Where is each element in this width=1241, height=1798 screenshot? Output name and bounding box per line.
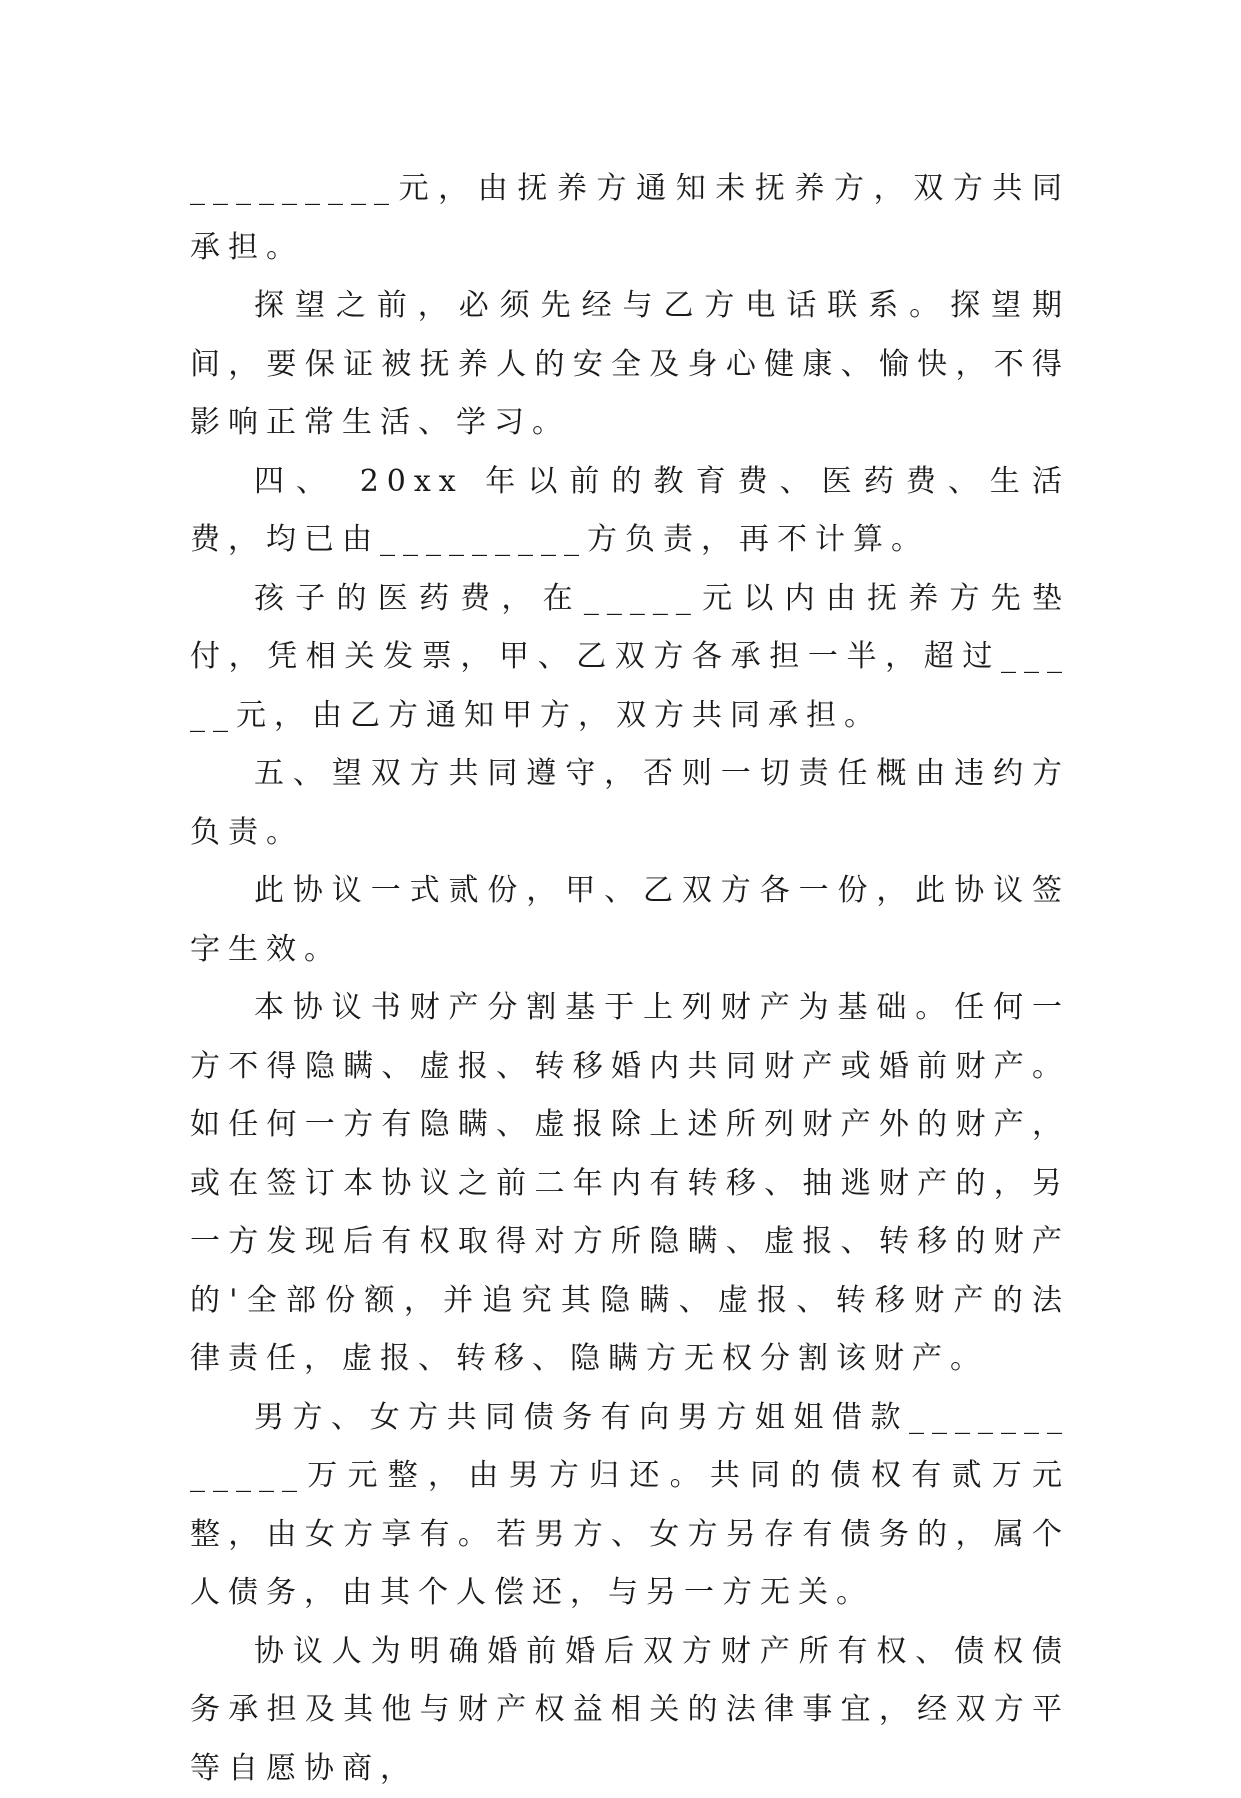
paragraph-agreement-preamble: 协议人为明确婚前婚后双方财产所有权、债权债务承担及其他与财产权益相关的法律事宜，经双方平等自愿协商， — [190, 1623, 1070, 1798]
paragraph-clause-four: 四、 20xx 年以前的教育费、医药费、生活费，均已由_________方负责，再不计算。 — [190, 453, 1070, 570]
paragraph-property-division: 本协议书财产分割基于上列财产为基础。任何一方不得隐瞒、虚报、转移婚内共同财产或婚前财产。如任何一方有隐瞒、虚报除上述所列财产外的财产，或在签订本协议之前二年内有转移、抽逃财产的，另一方发现后有权取得对方所隐瞒、虚报、转移的财产的'全部份额，并追究其隐瞒、虚报、转移财产的法律责任，虚报、转移、隐瞒方无权分割该财产。 — [190, 979, 1070, 1389]
paragraph-visitation: 探望之前，必须先经与乙方电话联系。探望期间，要保证被抚养人的安全及身心健康、愉快，不得影响正常生活、学习。 — [190, 277, 1070, 453]
paragraph-medical-expenses: 孩子的医药费，在_____元以内由抚养方先垫付，凭相关发票，甲、乙双方各承担一半，超过_____元，由乙方通知甲方，双方共同承担。 — [190, 570, 1070, 746]
paragraph-copies: 此协议一式贰份，甲、乙双方各一份，此协议签字生效。 — [190, 862, 1070, 979]
document-body — [190, 160, 1070, 1798]
paragraph-child-cost-sharing: _________元，由抚养方通知未抚养方，双方共同承担。 — [190, 160, 1070, 277]
paragraph-clause-five: 五、望双方共同遵守，否则一切责任概由违约方负责。 — [190, 745, 1070, 862]
paragraph-joint-debt: 男方、女方共同债务有向男方姐姐借款____________万元整，由男方归还。共同的债权有贰万元整，由女方享有。若男方、女方另存有债务的，属个人债务，由其个人偿还，与另一方无关。 — [190, 1389, 1070, 1623]
